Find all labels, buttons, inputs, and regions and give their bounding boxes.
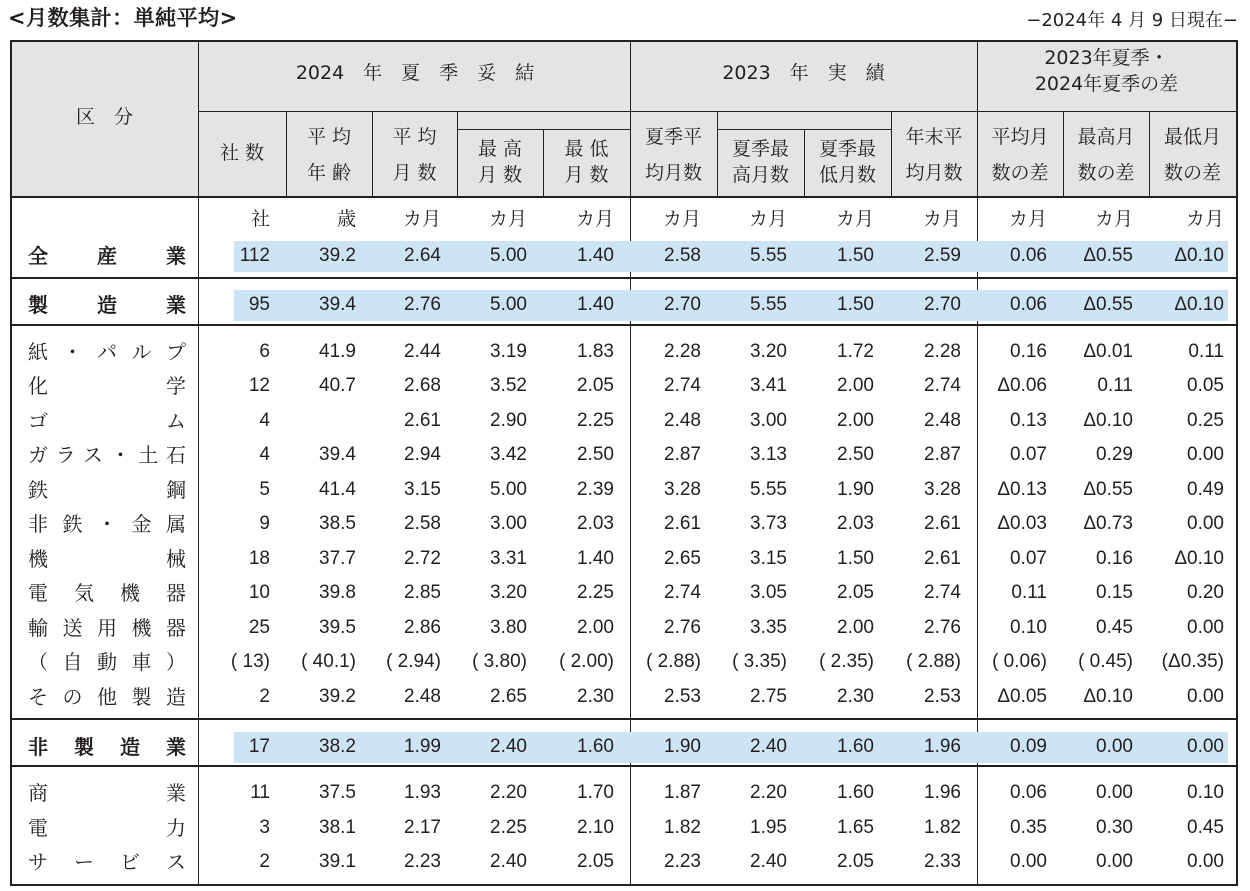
table-cell: 1.72 [837, 341, 874, 362]
row-label: 商業 [28, 781, 186, 805]
table-cell: 2.25 [577, 410, 614, 431]
table-cell: 2.28 [664, 341, 701, 362]
table-row [12, 645, 1236, 679]
table-cell: 2.50 [577, 444, 614, 465]
unit-label: カ月 [402, 208, 441, 230]
table-cell: ( 13) [230, 651, 270, 672]
table-row [12, 473, 1236, 507]
row-label: サービス [28, 850, 186, 874]
table-cell: 1.90 [837, 479, 874, 500]
table-cell: 3.73 [750, 513, 787, 534]
row-label: 電力 [28, 816, 186, 840]
table-cell: 2.05 [577, 375, 614, 396]
table-cell: 0.00 [1187, 851, 1224, 872]
table-cell: 1.82 [664, 817, 701, 838]
table-cell: 2.10 [577, 817, 614, 838]
table-cell: 2.39 [577, 479, 614, 500]
table-cell: 0.00 [1187, 513, 1224, 534]
table-cell: 2.30 [837, 686, 874, 707]
table-cell: 1.50 [837, 294, 874, 315]
col-header-9-l1: 平均月 [991, 126, 1049, 148]
table-cell: 0.06 [1010, 782, 1047, 803]
col-header-5-l1: 夏季平 [644, 126, 702, 148]
table-cell: 2.61 [924, 548, 961, 569]
table-cell: 9 [259, 513, 270, 534]
table-cell: 0.00 [1187, 686, 1224, 707]
table-cell [290, 404, 356, 438]
col-header-6-l1: 夏季最 [731, 138, 789, 160]
table-cell: 5.55 [750, 245, 787, 266]
table-cell: 2.87 [924, 444, 961, 465]
table-cell: 3.15 [750, 548, 787, 569]
table-cell: 2.74 [924, 375, 961, 396]
table-cell: 2.33 [924, 851, 961, 872]
table-cell: Δ0.01 [1083, 341, 1133, 362]
row-label: その他製造 [28, 685, 186, 709]
table-cell: 2.94 [404, 444, 441, 465]
table-cell: 0.00 [1187, 736, 1224, 757]
table-cell: 1.82 [924, 817, 961, 838]
table-cell: 1.99 [404, 736, 441, 757]
table-cell: 3.80 [490, 617, 527, 638]
table-cell: 1.90 [664, 736, 701, 757]
table-cell: 1.70 [577, 782, 614, 803]
table-cell: 2.75 [750, 686, 787, 707]
col-header-4-l2: 月 数 [564, 164, 609, 186]
table-cell: 2.25 [490, 817, 527, 838]
table-row [12, 730, 1236, 764]
table-cell: ( 2.35) [819, 651, 874, 672]
unit-label: カ月 [662, 208, 701, 230]
unit-label: カ月 [1185, 208, 1224, 230]
table-cell: 2.25 [577, 582, 614, 603]
table-cell: ( 40.1) [301, 651, 356, 672]
table-cell: 41.9 [319, 341, 356, 362]
col-header-2-l2: 月 数 [392, 162, 437, 184]
table-cell: 3.20 [490, 582, 527, 603]
table-cell: 0.00 [1010, 851, 1047, 872]
table-cell: 2.58 [404, 513, 441, 534]
table-cell: 2.59 [924, 245, 961, 266]
table-cell: 1.40 [577, 548, 614, 569]
table-cell: 1.40 [577, 294, 614, 315]
table-cell: 1.50 [837, 548, 874, 569]
table-cell: 6 [259, 341, 270, 362]
table-cell: Δ0.10 [1174, 294, 1224, 315]
table-row [12, 369, 1236, 403]
table-cell: 2.61 [664, 513, 701, 534]
table-cell: 10 [248, 582, 270, 603]
unit-label: カ月 [922, 208, 961, 230]
table-cell: 0.13 [1010, 410, 1047, 431]
table-cell: 3.00 [490, 513, 527, 534]
table-cell: 0.00 [1096, 782, 1133, 803]
table-cell: Δ0.10 [1083, 410, 1133, 431]
table-cell: 3.19 [490, 341, 527, 362]
table-cell: 0.10 [1187, 782, 1224, 803]
table-row [12, 576, 1236, 610]
table-cell: 1.96 [924, 736, 961, 757]
table-cell: 2.05 [577, 851, 614, 872]
section-divider [12, 277, 1236, 288]
table-cell: Δ0.13 [997, 479, 1047, 500]
table-cell: 2.48 [924, 410, 961, 431]
table-cell: 2.70 [664, 294, 701, 315]
table-cell: Δ0.03 [997, 513, 1047, 534]
table-cell: 2.05 [837, 582, 874, 603]
table-cell: Δ0.55 [1083, 294, 1133, 315]
table-cell: 3.52 [490, 375, 527, 396]
table-cell: 3.20 [750, 341, 787, 362]
table-cell: 2.61 [924, 513, 961, 534]
table-cell: Δ0.10 [1174, 245, 1224, 266]
table-cell: Δ0.73 [1083, 513, 1133, 534]
table-cell: Δ0.06 [997, 375, 1047, 396]
table-cell: 2.40 [490, 851, 527, 872]
table-cell: 3.13 [750, 444, 787, 465]
table-cell: 0.06 [1010, 294, 1047, 315]
section-divider [12, 765, 1236, 776]
table-cell: 3.28 [924, 479, 961, 500]
table-cell: 0.05 [1187, 375, 1224, 396]
table-row [12, 438, 1236, 472]
table-cell: 1.95 [750, 817, 787, 838]
table-cell: 39.1 [319, 851, 356, 872]
row-label: 非鉄・金属 [28, 512, 186, 536]
table-cell: 39.4 [319, 294, 356, 315]
table-cell: 2.53 [664, 686, 701, 707]
table-cell: 0.45 [1187, 817, 1224, 838]
table-cell: 41.4 [319, 479, 356, 500]
table-cell: 1.87 [664, 782, 701, 803]
row-label: 鉄鋼 [28, 478, 186, 502]
table-cell: 5.00 [490, 479, 527, 500]
col-header-6-l2: 高月数 [731, 164, 789, 186]
row-label: （自動車） [28, 650, 186, 674]
table-cell: 5 [259, 479, 270, 500]
col-header-7-l2: 低月数 [818, 164, 876, 186]
table-cell: 2.40 [750, 736, 787, 757]
table-cell: 5.00 [490, 294, 527, 315]
table-cell: 2.23 [664, 851, 701, 872]
table-cell: 37.5 [319, 782, 356, 803]
unit-label: 社 [250, 208, 270, 230]
table-row [12, 507, 1236, 541]
table-cell: 2.20 [750, 782, 787, 803]
table-cell: 2.68 [404, 375, 441, 396]
table-cell: 2.00 [837, 375, 874, 396]
table-cell: 5.55 [750, 294, 787, 315]
table-cell: 2.05 [837, 851, 874, 872]
table-cell: 1.50 [837, 245, 874, 266]
as-of-date: −2024年 4 月 9 日現在− [1026, 10, 1238, 31]
table-cell: 0.16 [1096, 548, 1133, 569]
table-cell: 3.15 [404, 479, 441, 500]
table-cell: 2.65 [490, 686, 527, 707]
table-cell: 0.29 [1096, 444, 1133, 465]
col-header-3-l1: 最 高 [477, 138, 523, 160]
table-cell: 2.50 [837, 444, 874, 465]
table-cell: 25 [248, 617, 270, 638]
table-cell: 2.85 [404, 582, 441, 603]
table-cell: ( 3.35) [732, 651, 787, 672]
col-header-2-l1: 平 均 [392, 126, 437, 148]
table-cell: 4 [259, 444, 270, 465]
table-row [12, 288, 1236, 322]
table-cell: 3.00 [750, 410, 787, 431]
table-cell: 2 [259, 686, 270, 707]
row-label: 電気機器 [28, 581, 186, 605]
table-cell: ( 3.80) [472, 651, 527, 672]
table-cell: 1.93 [404, 782, 441, 803]
header-group-diff-line1: 2023年夏季・ [1044, 47, 1169, 69]
table-cell: 3.28 [664, 479, 701, 500]
table-cell: 0.15 [1096, 582, 1133, 603]
col-header-7-l1: 夏季最 [818, 138, 876, 160]
table-row [12, 611, 1236, 645]
table-cell: (Δ0.35) [1161, 651, 1224, 672]
table-cell: Δ0.55 [1083, 479, 1133, 500]
table-cell: 2.03 [837, 513, 874, 534]
table-cell: ( 0.45) [1078, 651, 1133, 672]
row-label: 非製造業 [28, 735, 186, 759]
col-header-8-l2: 均月数 [905, 162, 963, 184]
table-cell: 2.03 [577, 513, 614, 534]
table-cell: 3.05 [750, 582, 787, 603]
table-cell: 2.74 [924, 582, 961, 603]
table-cell: ( 2.88) [906, 651, 961, 672]
table-cell: 0.25 [1187, 410, 1224, 431]
table-cell: 0.45 [1096, 617, 1133, 638]
table-cell: 2.44 [404, 341, 441, 362]
col-header-11-l1: 最低月 [1163, 126, 1221, 148]
table-cell: 2.48 [404, 686, 441, 707]
col-header-5-l2: 均月数 [644, 162, 702, 184]
table-cell: 2.86 [404, 617, 441, 638]
table-cell: 2.64 [404, 245, 441, 266]
row-label: 紙・パルプ [28, 340, 186, 364]
table-cell: ( 0.06) [992, 651, 1047, 672]
table-cell: Δ0.55 [1083, 245, 1133, 266]
table-cell: 39.4 [319, 444, 356, 465]
table-cell: 39.5 [319, 617, 356, 638]
table-cell: 0.49 [1187, 479, 1224, 500]
table-cell: 39.8 [319, 582, 356, 603]
header-group-2024: 2024 年 夏 季 妥 結 [295, 62, 535, 84]
unit-label: カ月 [1008, 208, 1047, 230]
table-cell: Δ0.05 [997, 686, 1047, 707]
table-cell: 0.10 [1010, 617, 1047, 638]
table-cell: 2.70 [924, 294, 961, 315]
row-label: 機械 [28, 547, 186, 571]
table-cell: 0.11 [1097, 375, 1133, 396]
table-cell: 2.74 [664, 375, 701, 396]
table-cell: 3.35 [750, 617, 787, 638]
table-row [12, 680, 1236, 714]
table-cell: 2.90 [490, 410, 527, 431]
page-title: <月数集計：単純平均> [8, 6, 238, 30]
table-cell: 2.40 [750, 851, 787, 872]
table-row [12, 811, 1236, 845]
col-header-10-l2: 数の差 [1077, 162, 1135, 184]
table-cell: 0.16 [1010, 341, 1047, 362]
section-divider [12, 718, 1236, 729]
table-cell: 4 [259, 410, 270, 431]
table-cell: 2.53 [924, 686, 961, 707]
unit-label: カ月 [488, 208, 527, 230]
table-cell: 2.00 [577, 617, 614, 638]
unit-label: カ月 [1094, 208, 1133, 230]
table-cell: 0.07 [1010, 444, 1047, 465]
table-cell: 2.76 [664, 617, 701, 638]
table-cell: 2.17 [404, 817, 441, 838]
table-cell: 2.40 [490, 736, 527, 757]
table-cell: 3.41 [750, 375, 787, 396]
table-cell: 5.00 [490, 245, 527, 266]
table-cell: Δ0.10 [1083, 686, 1133, 707]
row-label: 輸送用機器 [28, 616, 186, 640]
section-divider [12, 324, 1236, 335]
table-cell: 38.1 [319, 817, 356, 838]
row-label: ゴム [28, 409, 186, 433]
table-cell: ( 2.94) [386, 651, 441, 672]
table-cell: 0.35 [1010, 817, 1047, 838]
table-cell: 17 [248, 736, 270, 757]
table-cell: 38.5 [319, 513, 356, 534]
table-cell: 2.20 [490, 782, 527, 803]
col-header-9-l2: 数の差 [991, 162, 1049, 184]
row-label: 製造業 [28, 293, 186, 317]
unit-label: 歳 [336, 208, 356, 230]
table-cell: 2.72 [404, 548, 441, 569]
header-group-2023: 2023 年 実 績 [722, 62, 885, 84]
table-cell: 3.31 [490, 548, 527, 569]
table-row [12, 404, 1236, 438]
header-category: 区 分 [75, 106, 133, 128]
table-cell: 39.2 [319, 686, 356, 707]
table-cell: Δ0.10 [1174, 548, 1224, 569]
table-row [12, 542, 1236, 576]
table-cell: 3 [259, 817, 270, 838]
table-cell: 2.48 [664, 410, 701, 431]
col-header-1-l1: 平 均 [306, 126, 352, 148]
table-cell: 40.7 [319, 375, 356, 396]
col-header-8-l1: 年末平 [905, 126, 963, 148]
table-cell: 1.65 [837, 817, 874, 838]
unit-label: カ月 [748, 208, 787, 230]
row-label: ガラス・土石 [28, 443, 186, 467]
table-cell: 1.60 [577, 736, 614, 757]
table-cell: 3.42 [490, 444, 527, 465]
table-cell: 112 [239, 245, 270, 266]
table-cell: 2.65 [664, 548, 701, 569]
table-row [12, 239, 1236, 273]
table-cell: 18 [248, 548, 270, 569]
table-cell: 1.40 [577, 245, 614, 266]
row-label: 全産業 [28, 244, 186, 268]
table-cell: 1.60 [837, 782, 874, 803]
table-cell: 0.00 [1187, 617, 1224, 638]
table-cell: 38.2 [319, 736, 356, 757]
table-cell: 0.00 [1096, 851, 1133, 872]
table-cell: 0.20 [1187, 582, 1224, 603]
bonus-months-table [10, 40, 1238, 886]
table-cell: 2 [259, 851, 270, 872]
unit-label: カ月 [835, 208, 874, 230]
table-cell: 2.00 [837, 617, 874, 638]
table-cell: 0.06 [1010, 245, 1047, 266]
table-cell: 2.76 [404, 294, 441, 315]
table-cell: 37.7 [319, 548, 356, 569]
col-header-10-l1: 最高月 [1077, 126, 1135, 148]
table-row [12, 776, 1236, 810]
table-cell: 0.11 [1188, 341, 1224, 362]
table-cell: 0.11 [1011, 582, 1047, 603]
table-cell: 11 [250, 782, 270, 803]
table-cell: 2.61 [404, 410, 441, 431]
col-header-11-l2: 数の差 [1163, 162, 1221, 184]
table-cell: 0.00 [1096, 736, 1133, 757]
table-cell: 1.96 [924, 782, 961, 803]
table-cell: 95 [248, 294, 270, 315]
table-header [12, 42, 1236, 198]
table-cell: ( 2.88) [646, 651, 701, 672]
col-header-0: 社 数 [219, 142, 265, 164]
table-cell: 2.87 [664, 444, 701, 465]
table-cell: 2.28 [924, 341, 961, 362]
table-cell: 2.76 [924, 617, 961, 638]
table-cell: 0.09 [1010, 736, 1047, 757]
table-cell: 5.55 [750, 479, 787, 500]
table-row [12, 335, 1236, 369]
table-cell: 0.00 [1187, 444, 1224, 465]
table-cell: 2.74 [664, 582, 701, 603]
col-header-3-l2: 月 数 [477, 164, 523, 186]
table-row [12, 845, 1236, 879]
table-cell: 0.07 [1010, 548, 1047, 569]
table-cell: 0.30 [1096, 817, 1133, 838]
table-cell: 2.58 [664, 245, 701, 266]
table-cell: 2.23 [404, 851, 441, 872]
table-cell: 12 [248, 375, 270, 396]
row-label: 化学 [28, 374, 186, 398]
unit-label: カ月 [575, 208, 614, 230]
table-cell: 1.60 [837, 736, 874, 757]
table-cell: 39.2 [319, 245, 356, 266]
header-group-diff-line2: 2024年夏季の差 [1034, 73, 1179, 95]
table-cell: 2.30 [577, 686, 614, 707]
col-header-4-l1: 最 低 [564, 138, 609, 160]
table-cell: 2.00 [837, 410, 874, 431]
table-cell: 1.83 [577, 341, 614, 362]
table-cell: ( 2.00) [559, 651, 614, 672]
col-header-1-l2: 年 齢 [306, 162, 352, 184]
